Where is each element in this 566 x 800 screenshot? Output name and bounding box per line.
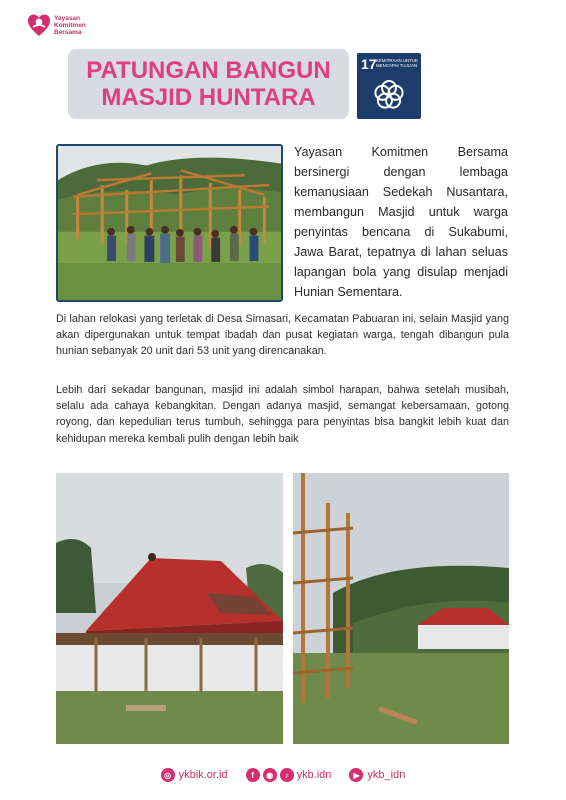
- youtube-handle: ykb_idn: [367, 769, 406, 781]
- globe-icon: ◎: [161, 768, 175, 782]
- ykb-logo: [27, 10, 107, 40]
- sdg-text: KEMITRAAN UNTUK MENCAPAI TUJUAN: [376, 58, 418, 68]
- mosque-roof-photo: [56, 473, 283, 744]
- sdg-number: 17: [361, 56, 377, 72]
- footer: [0, 762, 566, 788]
- paragraph-symbol: Lebih dari sekadar bangunan, masjid ini adalah simbol harapan, bahwa setelah musibah, selalu ada cahaya kebangkitan. Dengan adanya masjid, semangat kebersamaan, gotong royong, dan kepedulian terus tumbuh, sehingga para penyintas bisa bangkit lebih kuat dan kehidupan mereka kembali pulih dengan lebih baik: [56, 384, 509, 445]
- intro-text: Yayasan Komitmen Bersama bersinergi dengan lembaga kemanusiaan Sedekah Nusantara, membangun Masjid untuk warga penyintas bencana di Sukabumi, Jawa Barat, tepatnya di lahan seluas lapangan bola yang disulap menjadi Hunian Sementara.: [294, 145, 508, 299]
- website-text: ykbik.or.id: [178, 769, 228, 781]
- paragraph-relocation: Di lahan relokasi yang terletak di Desa Sirnasari, Kecamatan Pabuaran ini, selain Masjid yang akan dipergunakan untuk tempat ibadah dan pusat kegiatan warga, tengah dibangun pula hunian sebanyak 20 unit dari 53 unit yang direncanakan.: [56, 313, 509, 358]
- construction-photo: [56, 144, 283, 302]
- facebook-icon[interactable]: f: [246, 768, 260, 782]
- social-links[interactable]: [246, 768, 332, 782]
- instagram-icon[interactable]: ◉: [263, 768, 277, 782]
- partnership-flower-icon: [371, 77, 407, 113]
- mosque-field-photo: [293, 473, 509, 744]
- heart-logo-icon: [27, 12, 51, 38]
- social-handle: ykb.idn: [296, 769, 332, 781]
- logo-text: Yayasan Komitmen Bersama: [54, 14, 86, 36]
- title-banner: [68, 49, 349, 119]
- youtube-link[interactable]: [349, 768, 405, 782]
- youtube-icon: ▶: [349, 768, 363, 782]
- tiktok-icon[interactable]: ♪: [280, 768, 294, 782]
- page-title: PATUNGAN BANGUN MASJID HUNTARA: [86, 57, 331, 111]
- sdg-17-badge: [357, 53, 421, 119]
- website-link[interactable]: [161, 768, 228, 782]
